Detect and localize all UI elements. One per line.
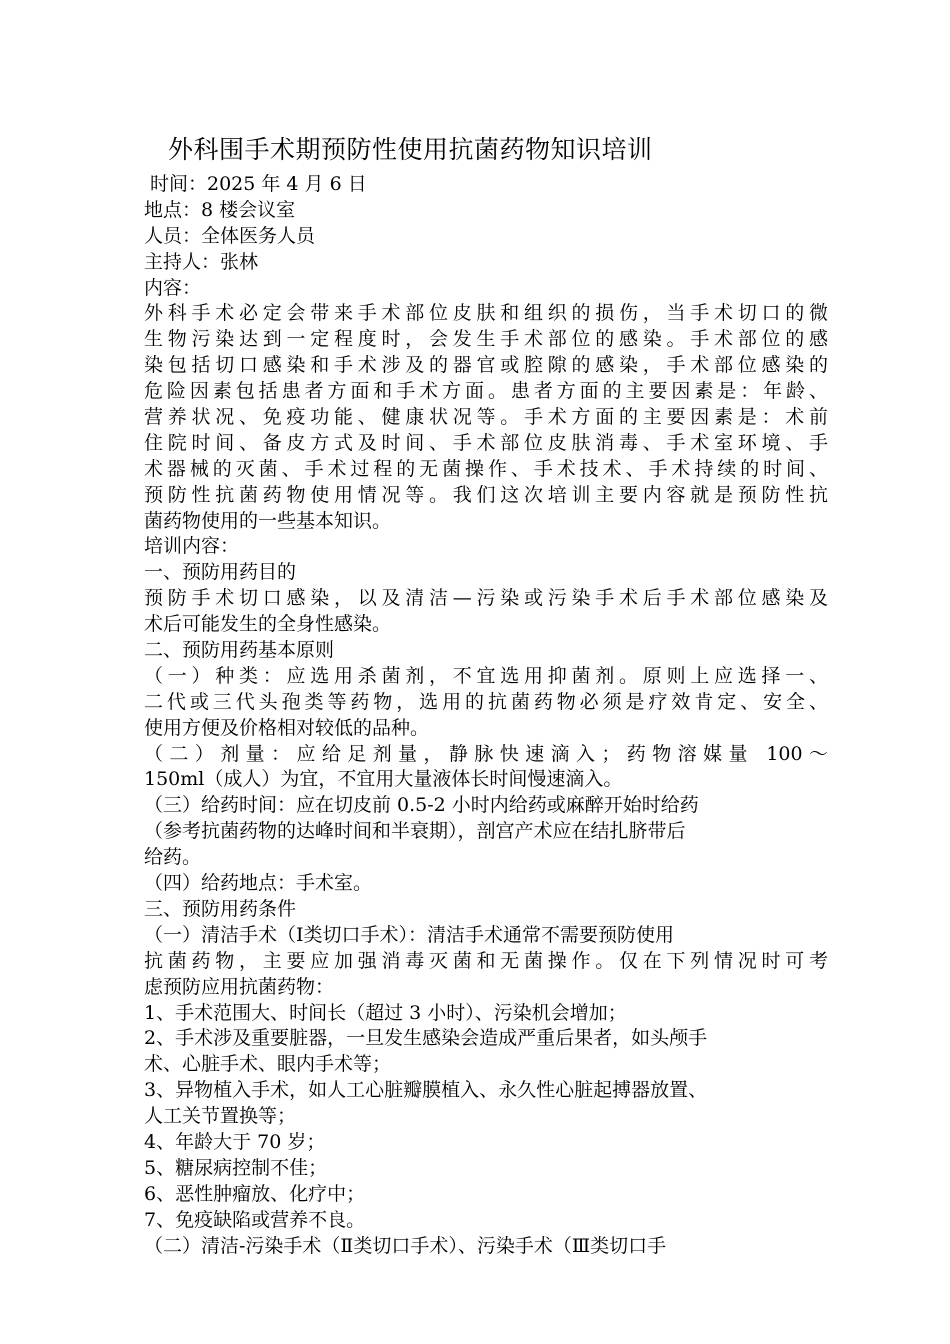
intro-line: 住院时间、备皮方式及时间、手术部位皮肤消毒、手术室环境、手 xyxy=(144,431,828,454)
meta-place: 地点：8 楼会议室 xyxy=(144,198,296,221)
section-line: （二）剂量：应给足剂量，静脉快速滴入；药物溶媒量 100～ xyxy=(144,742,828,765)
list-item: 1、手术范围大、时间长（超过 3 小时）、污染机会增加； xyxy=(144,1001,627,1024)
section-line: （参考抗菌药物的达峰时间和半衰期），剖宫产术应在结扎脐带后 xyxy=(144,820,686,843)
section-line: 给药。 xyxy=(144,846,202,869)
section-line: 二代或三代头孢类等药物，选用的抗菌药物必须是疗效肯定、安全、 xyxy=(144,690,828,713)
intro-line: 外科手术必定会带来手术部位皮肤和组织的损伤，当手术切口的微 xyxy=(144,302,828,325)
list-item: 4、年龄大于 70 岁； xyxy=(144,1130,326,1153)
section-1 xyxy=(144,560,828,638)
document-body xyxy=(144,172,828,1259)
meta-content-label: 内容： xyxy=(144,276,202,299)
list-item: 6、恶性肿瘤放、化疗中； xyxy=(144,1182,366,1205)
meta-time: 时间：2025 年 4 月 6 日 xyxy=(150,173,367,195)
section-line: （三）给药时间：应在切皮前 0.5-2 小时内给药或麻醉开始时给药 xyxy=(144,794,699,817)
document-title: 外科围手术期预防性使用抗菌药物知识培训 xyxy=(168,135,653,164)
section-3 xyxy=(144,897,828,1259)
section-line: （一）种类：应选用杀菌剂，不宜选用抑菌剂。原则上应选择一、 xyxy=(144,664,828,687)
intro-line: 营养状况、免疫功能、健康状况等。手术方面的主要因素是：术前 xyxy=(144,406,828,429)
section-line: （二）清洁-污染手术（Ⅱ类切口手术）、污染手术（Ⅲ类切口手 xyxy=(144,1234,667,1257)
intro-line: 菌药物使用的一些基本知识。 xyxy=(144,509,392,532)
section-line: 虑预防应用抗菌药物： xyxy=(144,975,335,998)
section-line: 150ml（成人）为宜，不宜用大量液体长时间慢速滴入。 xyxy=(144,768,623,791)
section-line: 使用方便及价格相对较低的品种。 xyxy=(144,716,430,739)
section-heading: 三、预防用药条件 xyxy=(144,897,297,920)
list-item: 人工关节置换等； xyxy=(144,1105,297,1128)
section-line: 术后可能发生的全身性感染。 xyxy=(144,613,392,636)
section-heading: 一、预防用药目的 xyxy=(144,561,297,584)
list-item: 术、心脏手术、眼内手术等； xyxy=(144,1053,392,1076)
section-line: （四）给药地点：手术室。 xyxy=(144,872,373,895)
intro-line: 染包括切口感染和手术涉及的器官或腔隙的感染，手术部位感染的 xyxy=(144,354,828,377)
intro-line: 术器械的灭菌、手术过程的无菌操作、手术技术、手术持续的时间、 xyxy=(144,457,828,480)
list-item: 2、手术涉及重要脏器，一旦发生感染会造成严重后果者，如头颅手 xyxy=(144,1027,708,1050)
intro-line: 生物污染达到一定程度时，会发生手术部位的感染。手术部位的感 xyxy=(144,328,828,351)
intro-line: 预防性抗菌药物使用情况等。我们这次培训主要内容就是预防性抗 xyxy=(144,483,828,506)
list-item: 3、异物植入手术，如人工心脏瓣膜植入、永久性心脏起搏器放置、 xyxy=(144,1079,708,1102)
intro-paragraph xyxy=(144,301,828,534)
meta-people: 人员：全体医务人员 xyxy=(144,224,316,247)
meta-host: 主持人：张林 xyxy=(144,250,259,273)
intro-line: 危险因素包括患者方面和手术方面。患者方面的主要因素是：年龄、 xyxy=(144,380,828,403)
section-heading: 二、预防用药基本原则 xyxy=(144,639,335,662)
section-2 xyxy=(144,638,828,897)
training-label: 培训内容： xyxy=(144,535,240,558)
section-line: 抗菌药物，主要应加强消毒灭菌和无菌操作。仅在下列情况时可考 xyxy=(144,949,828,972)
list-item: 5、糖尿病控制不佳； xyxy=(144,1156,328,1179)
section-line: （一）清洁手术（Ⅰ类切口手术）：清洁手术通常不需要预防使用 xyxy=(144,923,675,946)
section-line: 预防手术切口感染，以及清洁—污染或污染手术后手术部位感染及 xyxy=(144,587,828,610)
list-item: 7、免疫缺陷或营养不良。 xyxy=(144,1208,366,1231)
